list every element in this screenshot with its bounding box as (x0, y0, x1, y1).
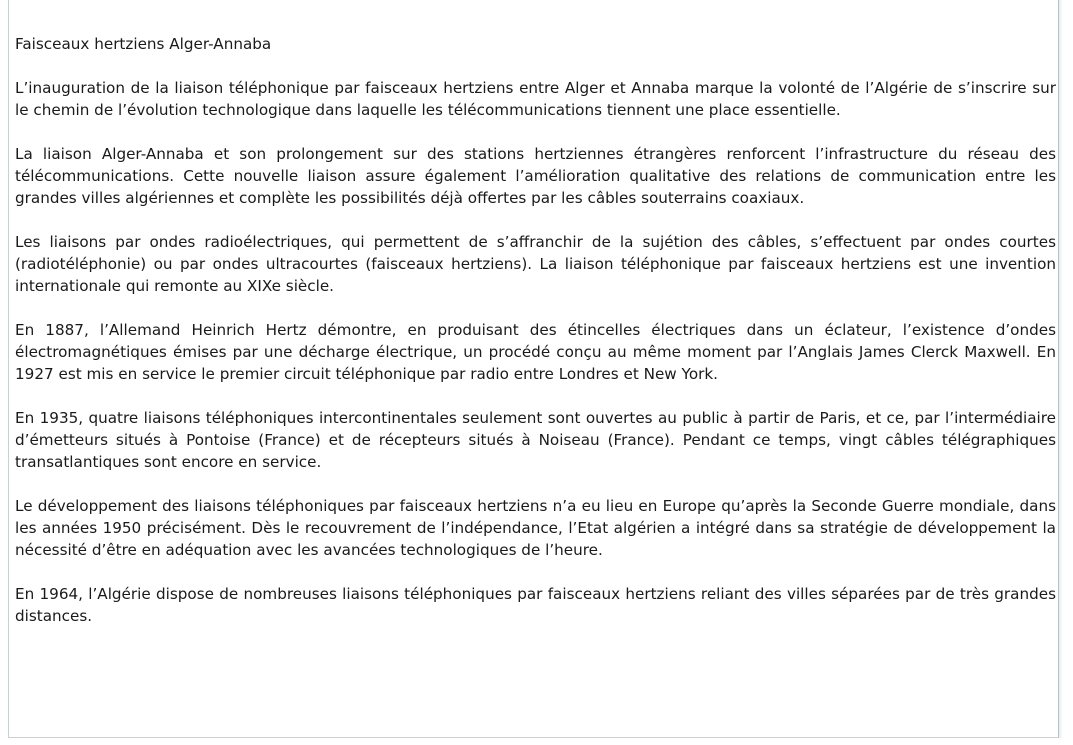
frame-shadow (1059, 0, 1062, 738)
article-paragraph-2: La liaison Alger-Annaba et son prolongement sur des stations hertziennes étrangères renforcent l’infrastructure du réseau des télécommunications. Cette nouvelle liaison assure également l’amélioration qualitative des relations de communication entre les grandes villes algériennes et complète les possibilités déjà offertes par les câbles souterrains coaxiaux. (15, 145, 1056, 207)
article-title: Faisceaux hertziens Alger-Annaba (15, 35, 272, 53)
article-paragraph-4: En 1887, l’Allemand Heinrich Hertz démontre, en produisant des étincelles électriques dans un éclateur, l’existence d’ondes électromagnétiques émises par une décharge électrique, un procédé conçu au même moment par l’Anglais James Clerck Maxwell. En 1927 est mis en service le premier circuit téléphonique par radio entre Londres et New York. (15, 321, 1056, 383)
article-paragraph-3: Les liaisons par ondes radioélectriques, qui permettent de s’affranchir de la sujétion des câbles, s’effectuent par ondes courtes (radiotéléphonie) ou par ondes ultracourtes (faisceaux hertziens). La liaison téléphonique par faisceaux hertziens est une invention internationale qui remonte au XIXe siècle. (15, 233, 1056, 295)
article-body (15, 33, 1056, 627)
article-paragraph-7: En 1964, l’Algérie dispose de nombreuses liaisons téléphoniques par faisceaux hertziens reliant des villes séparées par de très grandes distances. (15, 585, 1056, 625)
article-paragraph-6: Le développement des liaisons téléphoniques par faisceaux hertziens n’a eu lieu en Europe qu’après la Seconde Guerre mondiale, dans les années 1950 précisément. Dès le recouvrement de l’indépendance, l’Etat algérien a intégré dans sa stratégie de développement la nécessité d’être en adéquation avec les avancées technologiques de l’heure. (15, 497, 1056, 559)
article-paragraph-1: L’inauguration de la liaison téléphonique par faisceaux hertziens entre Alger et Annaba marque la volonté de l’Algérie de s’inscrire sur le chemin de l’évolution technologique dans laquelle les télécommunications tiennent une place essentielle. (15, 79, 1056, 119)
article-paragraph-5: En 1935, quatre liaisons téléphoniques intercontinentales seulement sont ouvertes au public à partir de Paris, et ce, par l’intermédiaire d’émetteurs situés à Pontoise (France) et de récepteurs situés à Noiseau (France). Pendant ce temps, vingt câbles télégraphiques transatlantiques sont encore en service. (15, 409, 1056, 471)
